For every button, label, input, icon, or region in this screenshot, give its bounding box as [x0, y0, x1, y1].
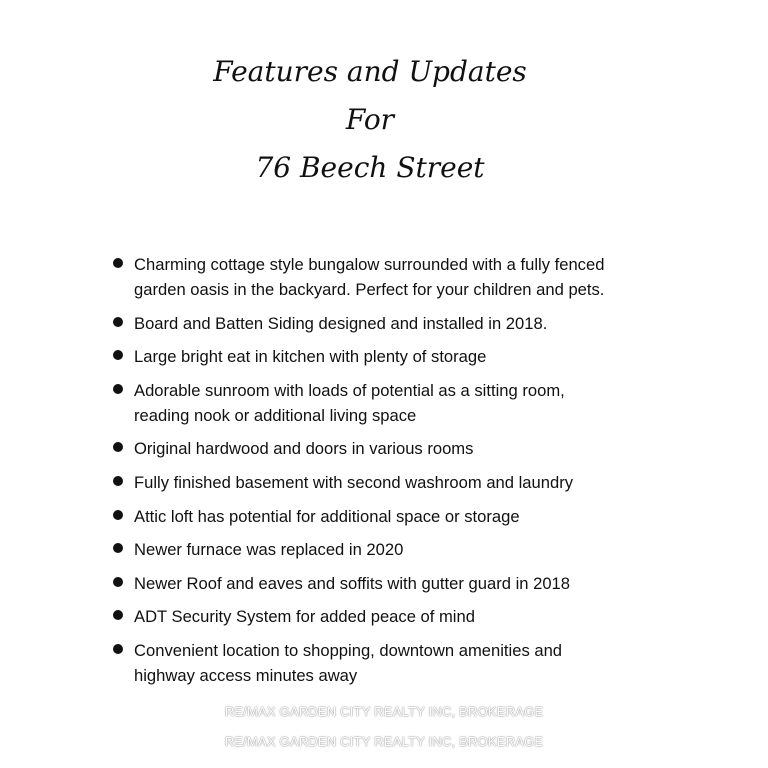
- feature-text: Adorable sunroom with loads of potential as a sitting room,: [134, 380, 565, 400]
- feature-item: [112, 638, 672, 688]
- feature-text: Board and Batten Siding designed and installed in 2018.: [134, 313, 548, 333]
- feature-item: [112, 252, 672, 302]
- feature-item: [112, 504, 672, 529]
- feature-list: [112, 252, 672, 697]
- bullet-icon: [113, 543, 123, 553]
- bullet-icon: [113, 577, 123, 587]
- feature-text: Convenient location to shopping, downtown amenities and: [134, 640, 563, 660]
- feature-text: Fully finished basement with second washroom and laundry: [134, 472, 574, 492]
- feature-item: [112, 571, 672, 596]
- feature-item: [112, 378, 672, 428]
- feature-item: [112, 344, 672, 369]
- feature-text: highway access minutes away: [134, 665, 358, 685]
- feature-text: Original hardwood and doors in various rooms: [134, 439, 474, 459]
- feature-text: Attic loft has potential for additional space or storage: [134, 506, 520, 526]
- title-line-for: For: [345, 103, 395, 136]
- feature-text: Newer furnace was replaced in 2020: [134, 540, 404, 560]
- title-line-address: 76 Beech Street: [255, 151, 485, 184]
- bullet-icon: [113, 442, 123, 452]
- bullet-icon: [113, 610, 123, 620]
- bullet-icon: [113, 644, 123, 654]
- bullet-icon: [113, 317, 123, 327]
- document-title: [0, 48, 740, 192]
- bullet-icon: [113, 384, 123, 394]
- feature-text: garden oasis in the backyard. Perfect for your children and pets.: [134, 280, 605, 299]
- feature-item: [112, 436, 672, 461]
- title-line-features-and-updates: Features and Updates: [213, 55, 527, 88]
- feature-item: [112, 604, 672, 629]
- feature-item: [112, 537, 672, 562]
- brokerage-watermark: RE/MAX GARDEN CITY REALTY INC, BROKERAGE: [224, 734, 544, 749]
- bullet-icon: [113, 258, 123, 268]
- feature-text: ADT Security System for added peace of mind: [134, 607, 475, 627]
- bullet-icon: [113, 350, 123, 360]
- bullet-icon: [113, 476, 123, 486]
- bullet-icon: [113, 510, 123, 520]
- feature-text: Newer Roof and eaves and soffits with gutter guard in 2018: [134, 573, 571, 593]
- feature-text: Large bright eat in kitchen with plenty of storage: [134, 347, 487, 367]
- feature-item: [112, 311, 672, 336]
- feature-text: reading nook or additional living space: [134, 405, 417, 425]
- feature-item: [112, 470, 672, 495]
- brokerage-watermark: RE/MAX GARDEN CITY REALTY INC, BROKERAGE: [224, 704, 544, 719]
- feature-text: Charming cottage style bungalow surrounded with a fully fenced: [134, 255, 605, 274]
